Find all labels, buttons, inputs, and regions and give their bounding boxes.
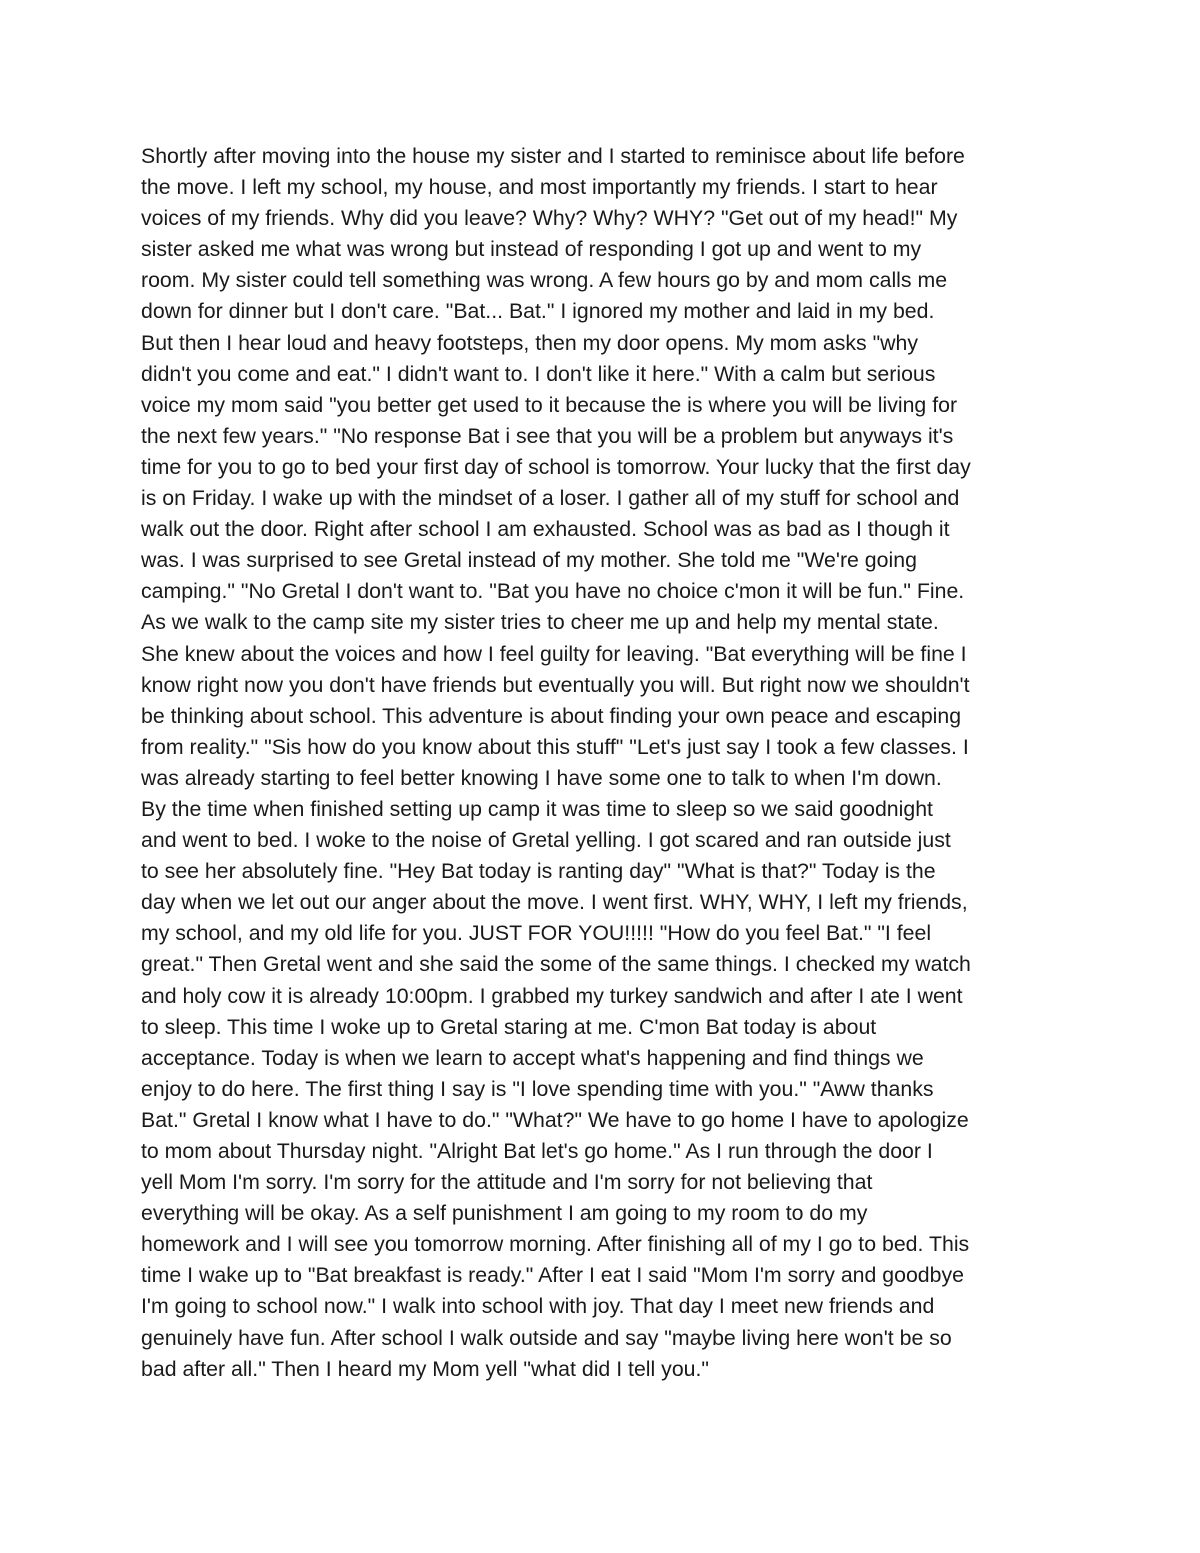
text-line: voice my mom said "you better get used to it because the is where you will be living for bbox=[141, 392, 958, 417]
story-paragraph bbox=[141, 141, 1066, 1385]
text-line: and went to bed. I woke to the noise of Gretal yelling. I got scared and ran outside just bbox=[141, 828, 951, 853]
text-line: know right now you don't have friends but eventually you will. But right now we shouldn't bbox=[141, 672, 970, 697]
text-line: my school, and my old life for you. JUST FOR YOU!!!!! "How do you feel Bat." "I feel bbox=[141, 921, 932, 946]
text-line: everything will be okay. As a self punishment I am going to my room to do my bbox=[141, 1201, 868, 1226]
text-line: camping." "No Gretal I don't want to. "Bat you have no choice c'mon it will be fun." Fine. bbox=[141, 579, 965, 604]
text-line: from reality." "Sis how do you know about this stuff" "Let's just say I took a few classes. I bbox=[141, 734, 969, 759]
text-line: to sleep. This time I woke up to Gretal staring at me. C'mon Bat today is about bbox=[141, 1014, 877, 1039]
text-line: acceptance. Today is when we learn to accept what's happening and find things we bbox=[141, 1045, 924, 1070]
text-line: genuinely have fun. After school I walk outside and say "maybe living here won't be so bbox=[141, 1325, 952, 1350]
text-line: walk out the door. Right after school I am exhausted. School was as bad as I though it bbox=[141, 517, 950, 542]
text-line: was already starting to feel better knowing I have some one to talk to when I'm down. bbox=[141, 765, 942, 790]
text-line: great." Then Gretal went and she said the some of the same things. I checked my watch bbox=[141, 952, 971, 977]
text-line: yell Mom I'm sorry. I'm sorry for the attitude and I'm sorry for not believing that bbox=[141, 1170, 873, 1195]
text-line: the move. I left my school, my house, and most importantly my friends. I start to hear bbox=[141, 175, 938, 200]
text-line: She knew about the voices and how I feel guilty for leaving. "Bat everything will be fine I bbox=[141, 641, 967, 666]
text-line: homework and I will see you tomorrow morning. After finishing all of my I go to bed. This bbox=[141, 1232, 970, 1257]
text-line: was. I was surprised to see Gretal instead of my mother. She told me "We're going bbox=[141, 548, 917, 573]
text-line: sister asked me what was wrong but instead of responding I got up and went to my bbox=[141, 237, 922, 262]
text-line: bad after all." Then I heard my Mom yell "what did I tell you." bbox=[141, 1356, 709, 1381]
text-line: As we walk to the camp site my sister tries to cheer me up and help my mental state. bbox=[141, 610, 939, 635]
text-line: the next few years." "No response Bat i see that you will be a problem but anyways it's bbox=[141, 423, 954, 448]
text-line: time I wake up to "Bat breakfast is ready." After I eat I said "Mom I'm sorry and goodbye bbox=[141, 1263, 964, 1288]
text-line: voices of my friends. Why did you leave? Why? Why? WHY? "Get out of my head!" My bbox=[141, 206, 958, 231]
text-line: I'm going to school now." I walk into school with joy. That day I meet new friends and bbox=[141, 1294, 935, 1319]
text-line: and holy cow it is already 10:00pm. I grabbed my turkey sandwich and after I ate I went bbox=[141, 983, 963, 1008]
text-line: enjoy to do here. The first thing I say is "I love spending time with you." "Aww thanks bbox=[141, 1076, 934, 1101]
text-line: is on Friday. I wake up with the mindset of a loser. I gather all of my stuff for school and bbox=[141, 486, 960, 511]
text-line: to see her absolutely fine. "Hey Bat today is ranting day" "What is that?" Today is the bbox=[141, 859, 936, 884]
text-line: to mom about Thursday night. "Alright Bat let's go home." As I run through the door I bbox=[141, 1139, 933, 1163]
text-line: didn't you come and eat." I didn't want to. I don't like it here." With a calm but serious bbox=[141, 361, 936, 386]
text-line: But then I hear loud and heavy footsteps, then my door opens. My mom asks "why bbox=[141, 330, 919, 355]
text-line: day when we let out our anger about the move. I went first. WHY, WHY, I left my friends, bbox=[141, 890, 968, 915]
text-line: Bat." Gretal I know what I have to do." "What?" We have to go home I have to apologize bbox=[141, 1107, 969, 1132]
text-line: By the time when finished setting up camp it was time to sleep so we said goodnight bbox=[141, 796, 933, 821]
text-line: down for dinner but I don't care. "Bat... Bat." I ignored my mother and laid in my bed. bbox=[141, 299, 935, 324]
text-line: Shortly after moving into the house my sister and I started to reminisce about life before bbox=[141, 144, 965, 168]
text-line: time for you to go to bed your first day of school is tomorrow. Your lucky that the first day bbox=[141, 454, 971, 479]
text-line: room. My sister could tell something was wrong. A few hours go by and mom calls me bbox=[141, 268, 948, 293]
text-line: be thinking about school. This adventure is about finding your own peace and escaping bbox=[141, 703, 962, 728]
